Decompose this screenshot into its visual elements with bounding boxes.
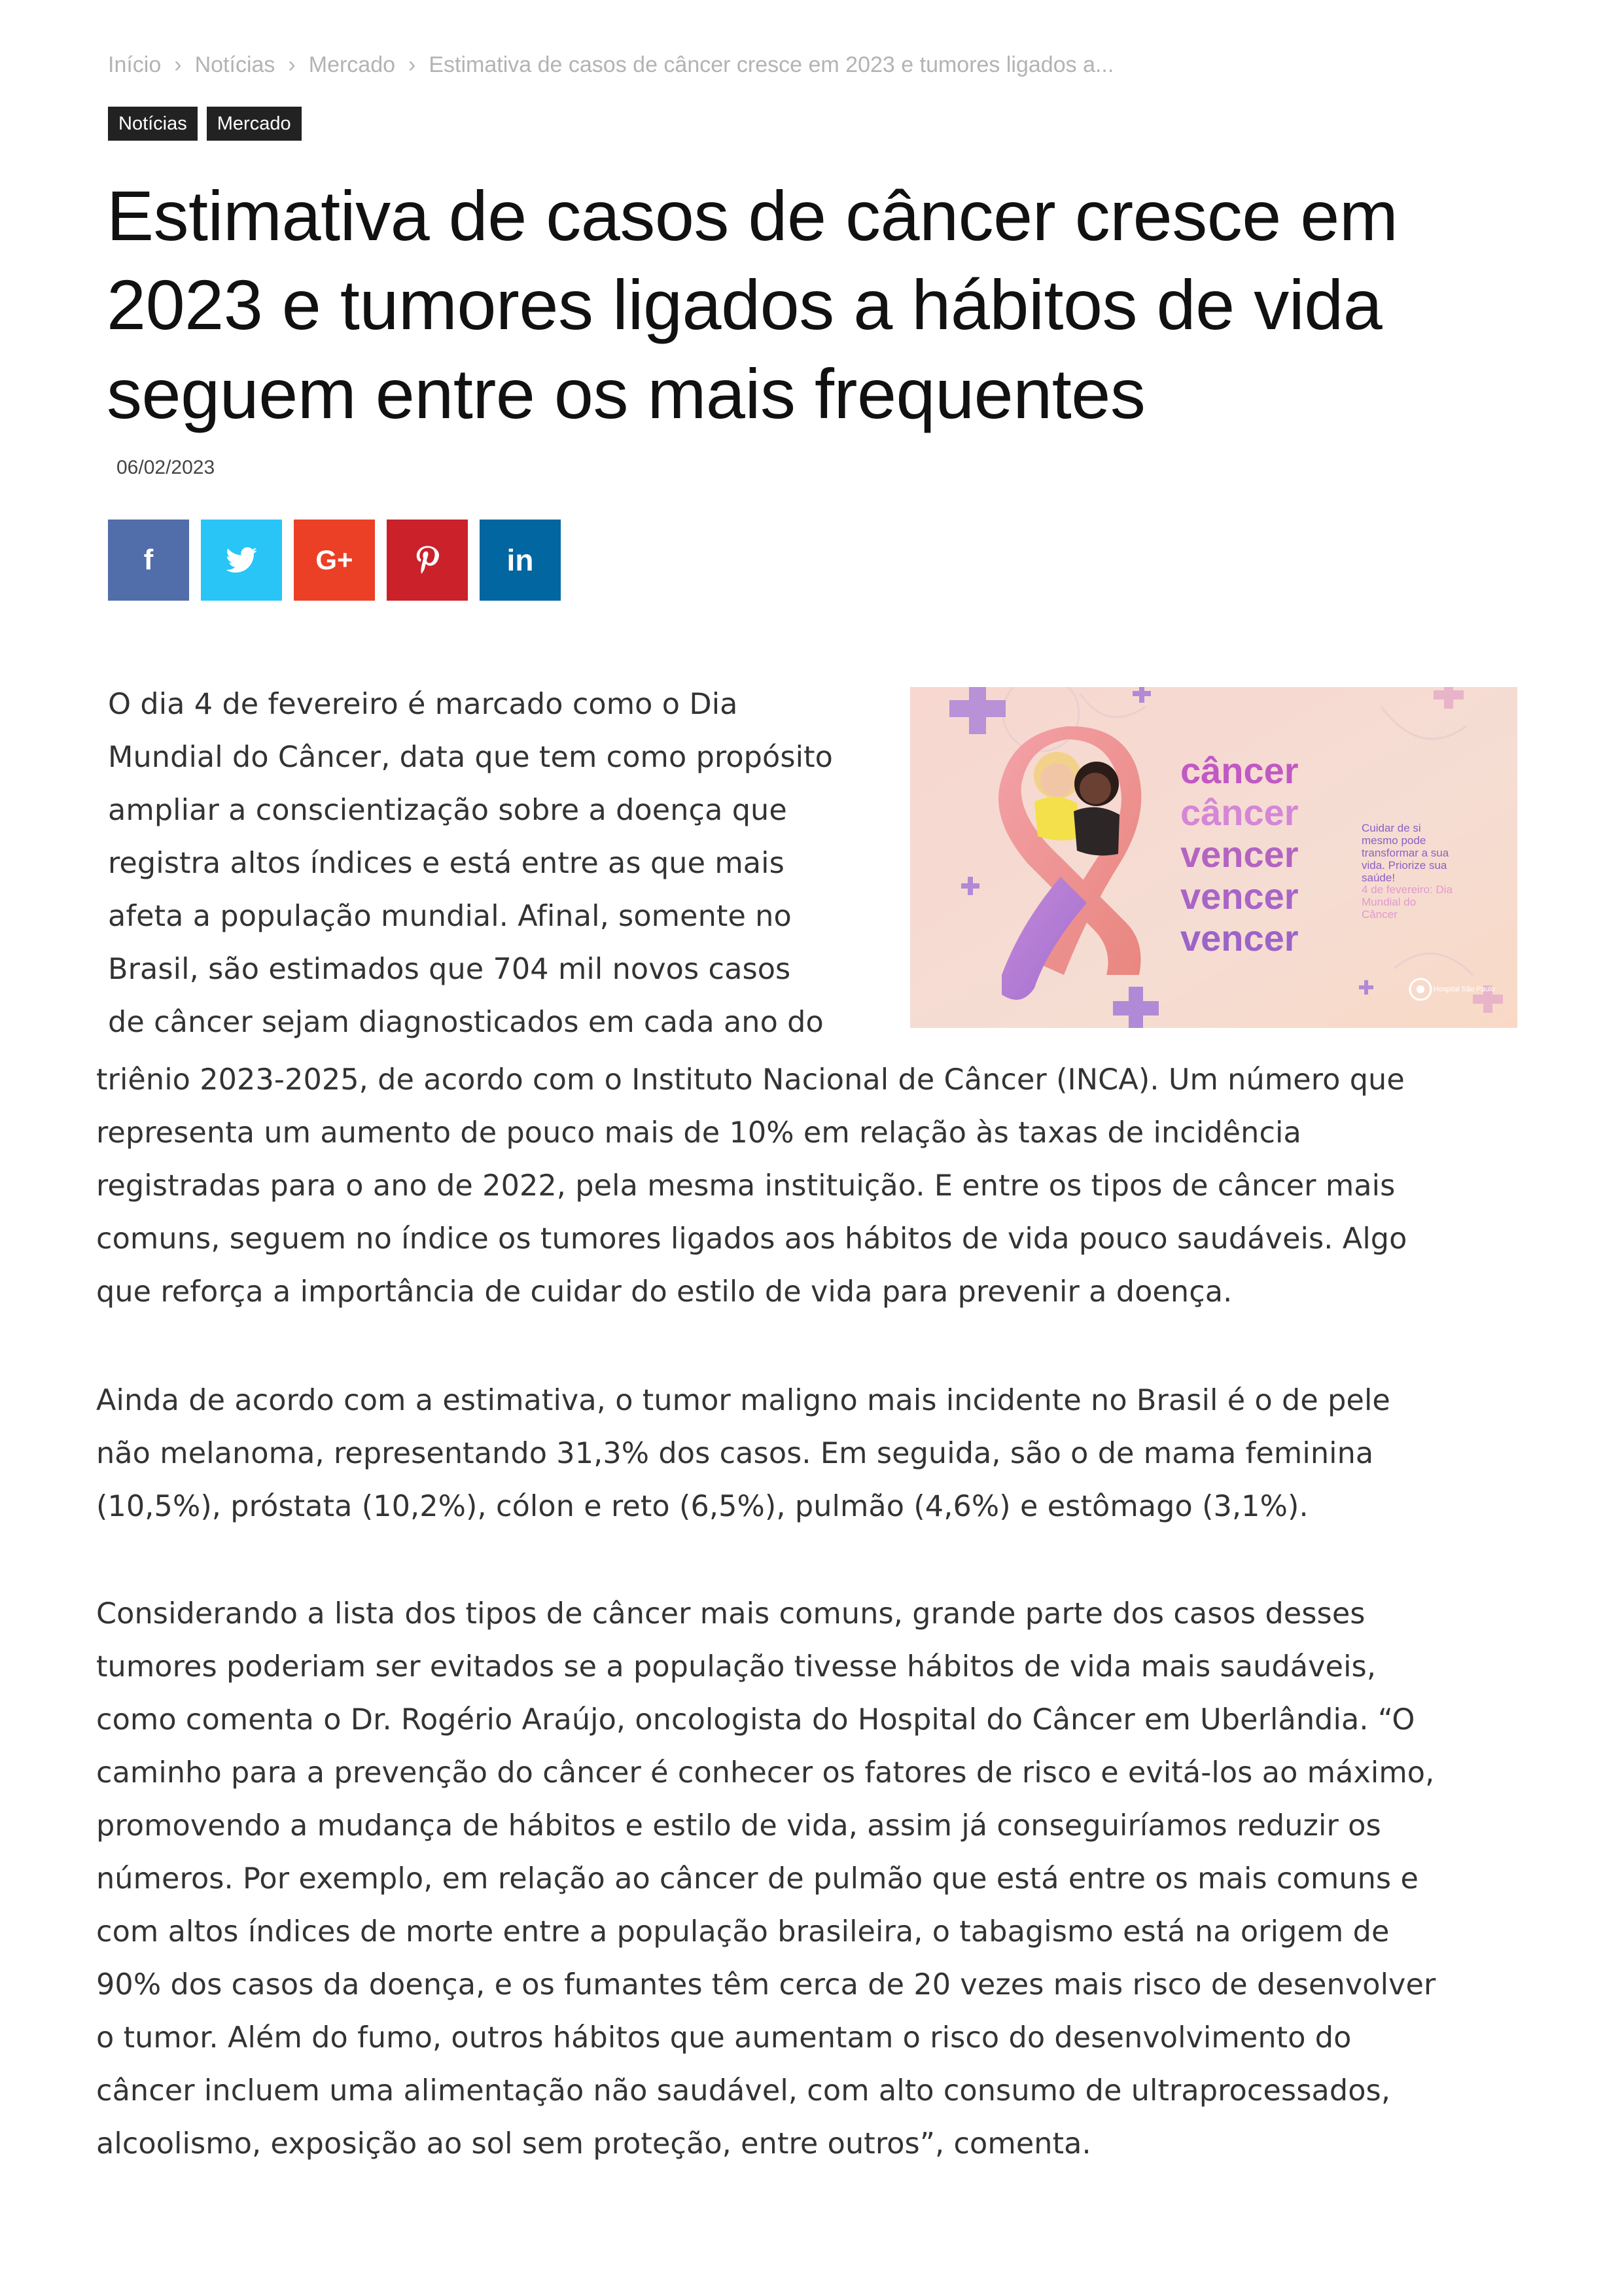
article-title: Estimativa de casos de câncer cresce em 2023 e tumores ligados a hábitos de vida seguem entre os mais frequentes bbox=[107, 176, 1398, 433]
text-line: O dia 4 de fevereiro é marcado como o Dia bbox=[108, 688, 738, 721]
text-line: Mundial do Câncer, data que tem como propósito bbox=[108, 741, 833, 774]
breadcrumb-separator: › bbox=[288, 52, 296, 77]
twitter-icon bbox=[224, 543, 258, 577]
google-plus-share-button[interactable] bbox=[294, 520, 375, 601]
hero-word: câncer bbox=[1180, 750, 1299, 791]
text-line: comuns, seguem no índice os tumores ligados aos hábitos de vida pouco saudáveis. Algo bbox=[96, 1222, 1407, 1256]
text-line: 90% dos casos da doença, e os fumantes têm cerca de 20 vezes mais risco de desenvolver bbox=[96, 1968, 1436, 2002]
breadcrumb-separator: › bbox=[408, 52, 416, 77]
text-line: promovendo a mudança de hábitos e estilo de vida, assim já conseguiríamos reduzir os bbox=[96, 1809, 1381, 1843]
paragraph-1-wrapped bbox=[108, 678, 867, 1049]
text-line: Ainda de acordo com a estimativa, o tumor maligno mais incidente no Brasil é o de pele bbox=[96, 1384, 1390, 1417]
breadcrumb-current: Estimativa de casos de câncer cresce em 2023 e tumores ligados a... bbox=[429, 52, 1114, 77]
text-line: registradas para o ano de 2022, pela mesma instituição. E entre os tipos de câncer mais bbox=[96, 1169, 1396, 1203]
text-line: (10,5%), próstata (10,2%), cólon e reto (6,5%), pulmão (4,6%) e estômago (3,1%). bbox=[96, 1490, 1309, 1523]
breadcrumb-home-link[interactable]: Início bbox=[108, 52, 162, 77]
hero-date-text: 4 de fevereiro: Dia Mundial do Câncer bbox=[1362, 883, 1453, 921]
pinterest-icon bbox=[410, 543, 444, 577]
share-buttons bbox=[108, 520, 561, 601]
pinterest-share-button[interactable] bbox=[387, 520, 468, 601]
breadcrumb bbox=[108, 52, 1114, 78]
google-plus-icon: G+ bbox=[315, 544, 353, 575]
hero-word: vencer bbox=[1180, 917, 1299, 959]
text-line: triênio 2023-2025, de acordo com o Instituto Nacional de Câncer (INCA). Um número que bbox=[96, 1063, 1405, 1097]
text-line: como comenta o Dr. Rogério Araújo, oncologista do Hospital do Câncer em Uberlândia. “O bbox=[96, 1703, 1415, 1737]
text-line: alcoolismo, exposição ao sol sem proteção, entre outros”, comenta. bbox=[96, 2127, 1091, 2161]
article-date: 06/02/2023 bbox=[116, 457, 215, 478]
text-line: câncer incluem uma alimentação não saudável, com alto consumo de ultraprocessados, bbox=[96, 2074, 1391, 2108]
text-line: números. Por exemplo, em relação ao câncer de pulmão que está entre os mais comuns e bbox=[96, 1862, 1419, 1896]
breadcrumb-mercado-link[interactable]: Mercado bbox=[308, 52, 396, 77]
text-line: registra altos índices e está entre as que mais bbox=[108, 847, 785, 880]
text-line: Considerando a lista dos tipos de câncer mais comuns, grande parte dos casos desses bbox=[96, 1597, 1366, 1631]
text-line: caminho para a prevenção do câncer é conhecer os fatores de risco e evitá-los ao máximo, bbox=[96, 1756, 1435, 1790]
hero-slogan bbox=[1180, 750, 1299, 959]
tag-noticias[interactable]: Notícias bbox=[108, 107, 198, 141]
breadcrumb-noticias-link[interactable]: Notícias bbox=[194, 52, 275, 77]
hero-logo-text: Hospital São Paulo bbox=[1434, 985, 1495, 993]
paragraph-3 bbox=[96, 1587, 1536, 2170]
text-line: Brasil, são estimados que 704 mil novos casos bbox=[108, 953, 791, 986]
category-tags bbox=[108, 107, 302, 141]
text-line: ampliar a conscientização sobre a doença que bbox=[108, 794, 787, 827]
paragraph-2 bbox=[96, 1374, 1536, 1533]
twitter-share-button[interactable] bbox=[201, 520, 282, 601]
text-line: que reforça a importância de cuidar do estilo de vida para prevenir a doença. bbox=[96, 1275, 1233, 1309]
article-hero-image bbox=[910, 687, 1517, 1028]
text-line: representa um aumento de pouco mais de 10% em relação às taxas de incidência bbox=[96, 1116, 1301, 1150]
facebook-share-button[interactable] bbox=[108, 520, 189, 601]
hero-word: vencer bbox=[1180, 834, 1299, 875]
text-line: o tumor. Além do fumo, outros hábitos que aumentam o risco do desenvolvimento do bbox=[96, 2021, 1352, 2055]
tag-mercado[interactable]: Mercado bbox=[207, 107, 302, 141]
paragraph-1-continued bbox=[96, 1053, 1536, 1318]
linkedin-share-button[interactable] bbox=[480, 520, 561, 601]
hero-word: câncer bbox=[1180, 792, 1299, 833]
text-line: com altos índices de morte entre a população brasileira, o tabagismo está na origem de bbox=[96, 1915, 1390, 1949]
text-line: não melanoma, representando 31,3% dos casos. Em seguida, são o de mama feminina bbox=[96, 1437, 1374, 1470]
linkedin-icon: in bbox=[506, 543, 534, 577]
breadcrumb-separator: › bbox=[174, 52, 182, 77]
text-line: tumores poderiam ser evitados se a população tivesse hábitos de vida mais saudáveis, bbox=[96, 1650, 1377, 1684]
text-line: de câncer sejam diagnosticados em cada ano do bbox=[108, 1006, 824, 1039]
hero-word: vencer bbox=[1180, 875, 1299, 917]
facebook-icon: f bbox=[143, 544, 154, 576]
text-line: afeta a população mundial. Afinal, somente no bbox=[108, 900, 792, 933]
hero-side-text: Cuidar de si mesmo pode transformar a sua vida. Priorize sua saúde! bbox=[1362, 822, 1449, 884]
